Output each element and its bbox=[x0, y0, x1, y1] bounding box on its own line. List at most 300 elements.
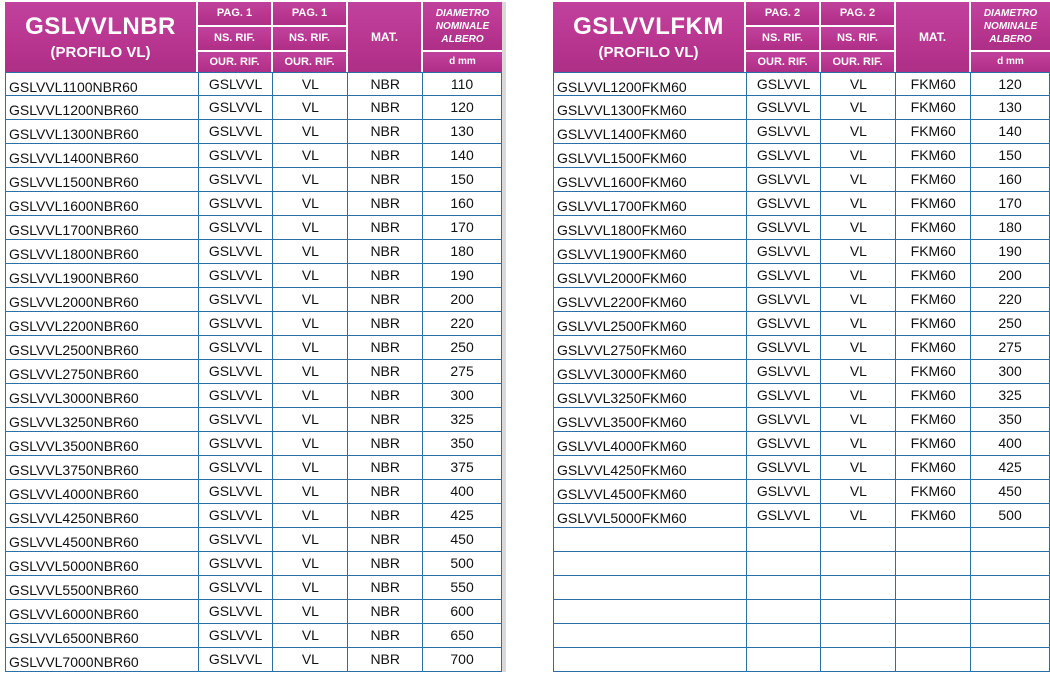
ns-rif-cell: GSLVVL bbox=[199, 624, 274, 647]
material-cell: NBR bbox=[348, 600, 423, 623]
part-code-cell: GSLVVL2500FKM60 bbox=[554, 312, 747, 335]
ns-rif-cell: GSLVVL bbox=[199, 576, 274, 599]
table-row bbox=[554, 648, 1050, 672]
diameter-header bbox=[971, 2, 1050, 50]
fkm-table bbox=[553, 2, 1050, 672]
part-code-cell: GSLVVL2500NBR60 bbox=[6, 336, 199, 359]
ns-rif-cell bbox=[747, 576, 822, 599]
part-code-cell: GSLVVL1400NBR60 bbox=[6, 144, 199, 167]
material-cell: NBR bbox=[348, 216, 423, 239]
our-rif-cell: VL bbox=[273, 552, 348, 575]
our-rif-cell: VL bbox=[821, 384, 896, 407]
our-rif-cell bbox=[821, 624, 896, 647]
diameter-cell: 450 bbox=[423, 528, 502, 551]
diameter-cell: 250 bbox=[423, 336, 502, 359]
our-rif-cell: VL bbox=[273, 240, 348, 263]
our-rif-cell: VL bbox=[821, 144, 896, 167]
material-cell: NBR bbox=[348, 456, 423, 479]
part-code-cell: GSLVVL3500NBR60 bbox=[6, 432, 199, 455]
material-cell: NBR bbox=[348, 576, 423, 599]
material-cell: FKM60 bbox=[896, 144, 971, 167]
ns-rif-cell bbox=[747, 600, 822, 623]
material-cell: FKM60 bbox=[896, 168, 971, 191]
material-cell: FKM60 bbox=[896, 360, 971, 383]
our-rif-cell: VL bbox=[821, 96, 896, 119]
unit-header: d mm bbox=[971, 52, 1050, 72]
diameter-cell: 350 bbox=[423, 432, 502, 455]
table-header bbox=[553, 2, 1050, 72]
table-row bbox=[554, 168, 1050, 192]
diameter-cell: 425 bbox=[971, 456, 1050, 479]
table-row bbox=[6, 216, 502, 240]
our-rif-cell: VL bbox=[821, 264, 896, 287]
ns-rif-cell: GSLVVL bbox=[199, 120, 274, 143]
table-row bbox=[554, 528, 1050, 552]
ns-rif-cell: GSLVVL bbox=[199, 240, 274, 263]
page-ref-header: PAG. 1 bbox=[198, 2, 271, 25]
part-code-cell: GSLVVL4500FKM60 bbox=[554, 480, 747, 503]
unit-header: d mm bbox=[423, 52, 502, 72]
part-code-cell: GSLVVL1500NBR60 bbox=[6, 168, 199, 191]
ns-rif-cell: GSLVVL bbox=[747, 360, 822, 383]
page-ref-header: PAG. 2 bbox=[746, 2, 819, 25]
material-cell: NBR bbox=[348, 384, 423, 407]
part-code-cell: GSLVVL4500NBR60 bbox=[6, 528, 199, 551]
part-code-cell: GSLVVL3250FKM60 bbox=[554, 384, 747, 407]
diameter-cell: 550 bbox=[423, 576, 502, 599]
our-rif-cell: VL bbox=[821, 168, 896, 191]
table-row bbox=[554, 456, 1050, 480]
part-code-cell: GSLVVL1700NBR60 bbox=[6, 216, 199, 239]
table-row bbox=[6, 144, 502, 168]
material-cell: NBR bbox=[348, 240, 423, 263]
table-row bbox=[6, 648, 502, 672]
ns-rif-header: NS. RIF. bbox=[746, 27, 819, 50]
material-header: MAT. bbox=[348, 2, 421, 72]
page-ref-header: PAG. 2 bbox=[821, 2, 894, 25]
diameter-cell: 325 bbox=[423, 408, 502, 431]
ns-rif-cell bbox=[747, 528, 822, 551]
table-row bbox=[554, 264, 1050, 288]
material-cell: NBR bbox=[348, 168, 423, 191]
material-cell: FKM60 bbox=[896, 96, 971, 119]
table-row bbox=[554, 432, 1050, 456]
ns-rif-cell: GSLVVL bbox=[199, 456, 274, 479]
table-title: GSLVVLNBR bbox=[25, 12, 176, 40]
part-code-cell: GSLVVL1200NBR60 bbox=[6, 96, 199, 119]
diameter-cell: 150 bbox=[423, 168, 502, 191]
table-row bbox=[6, 312, 502, 336]
our-rif-header: OUR. RIF. bbox=[821, 52, 894, 72]
part-code-cell: GSLVVL1500FKM60 bbox=[554, 144, 747, 167]
material-cell: FKM60 bbox=[896, 312, 971, 335]
material-cell: NBR bbox=[348, 73, 423, 96]
material-cell: NBR bbox=[348, 312, 423, 335]
material-cell: FKM60 bbox=[896, 384, 971, 407]
our-rif-cell: VL bbox=[273, 624, 348, 647]
diameter-cell: 250 bbox=[971, 312, 1050, 335]
our-rif-cell: VL bbox=[821, 312, 896, 335]
material-cell: NBR bbox=[348, 432, 423, 455]
table-row bbox=[554, 120, 1050, 144]
part-code-cell: GSLVVL4000NBR60 bbox=[6, 480, 199, 503]
table-row bbox=[554, 72, 1050, 96]
material-cell: NBR bbox=[348, 504, 423, 527]
table-header bbox=[5, 2, 502, 72]
part-code-cell: GSLVVL2000FKM60 bbox=[554, 264, 747, 287]
diameter-cell: 130 bbox=[423, 120, 502, 143]
part-code-cell: GSLVVL3000NBR60 bbox=[6, 384, 199, 407]
material-cell: NBR bbox=[348, 360, 423, 383]
our-rif-cell bbox=[821, 576, 896, 599]
material-cell: NBR bbox=[348, 480, 423, 503]
table-title-cell bbox=[553, 2, 744, 72]
diameter-cell: 140 bbox=[971, 120, 1050, 143]
diameter-cell: 120 bbox=[423, 96, 502, 119]
material-cell: NBR bbox=[348, 288, 423, 311]
part-code-cell bbox=[554, 528, 747, 551]
material-cell: FKM60 bbox=[896, 216, 971, 239]
material-cell: FKM60 bbox=[896, 432, 971, 455]
material-cell: FKM60 bbox=[896, 73, 971, 96]
nbr-table bbox=[5, 2, 502, 672]
material-cell bbox=[896, 528, 971, 551]
diameter-cell: 110 bbox=[423, 73, 502, 96]
table-subtitle: (PROFILO VL) bbox=[598, 43, 699, 61]
part-code-cell: GSLVVL3250NBR60 bbox=[6, 408, 199, 431]
our-rif-cell: VL bbox=[273, 528, 348, 551]
part-code-cell: GSLVVL2750FKM60 bbox=[554, 336, 747, 359]
diameter-header-line: ALBERO bbox=[989, 33, 1032, 45]
material-cell: FKM60 bbox=[896, 240, 971, 263]
ns-rif-cell: GSLVVL bbox=[199, 216, 274, 239]
ns-rif-header: NS. RIF. bbox=[273, 27, 346, 50]
our-rif-cell: VL bbox=[273, 73, 348, 96]
table-row bbox=[6, 360, 502, 384]
diameter-cell: 220 bbox=[971, 288, 1050, 311]
table-row bbox=[6, 480, 502, 504]
table-row bbox=[6, 192, 502, 216]
ns-rif-cell: GSLVVL bbox=[199, 528, 274, 551]
material-cell: NBR bbox=[348, 528, 423, 551]
our-rif-cell: VL bbox=[273, 144, 348, 167]
page-ref-header: PAG. 1 bbox=[273, 2, 346, 25]
our-rif-cell: VL bbox=[821, 480, 896, 503]
diameter-cell bbox=[971, 624, 1050, 647]
ns-rif-cell: GSLVVL bbox=[199, 192, 274, 215]
our-rif-header: OUR. RIF. bbox=[746, 52, 819, 72]
our-rif-cell: VL bbox=[273, 432, 348, 455]
table-row bbox=[554, 360, 1050, 384]
ns-rif-cell: GSLVVL bbox=[747, 73, 822, 96]
table-row bbox=[554, 480, 1050, 504]
ns-rif-cell: GSLVVL bbox=[199, 360, 274, 383]
part-code-cell: GSLVVL3750NBR60 bbox=[6, 456, 199, 479]
diameter-cell: 130 bbox=[971, 96, 1050, 119]
diameter-cell: 170 bbox=[971, 192, 1050, 215]
part-code-cell: GSLVVL3500FKM60 bbox=[554, 408, 747, 431]
diameter-cell: 160 bbox=[971, 168, 1050, 191]
ns-rif-cell: GSLVVL bbox=[747, 288, 822, 311]
our-rif-cell bbox=[821, 648, 896, 671]
diameter-cell bbox=[971, 600, 1050, 623]
table-row bbox=[6, 456, 502, 480]
diameter-cell: 160 bbox=[423, 192, 502, 215]
part-code-cell: GSLVVL2200FKM60 bbox=[554, 288, 747, 311]
diameter-cell: 275 bbox=[423, 360, 502, 383]
ns-rif-header: NS. RIF. bbox=[198, 27, 271, 50]
our-rif-cell: VL bbox=[821, 288, 896, 311]
ns-rif-cell bbox=[747, 552, 822, 575]
table-row bbox=[6, 336, 502, 360]
table-body bbox=[553, 72, 1050, 672]
ns-rif-cell: GSLVVL bbox=[747, 144, 822, 167]
material-cell: FKM60 bbox=[896, 336, 971, 359]
our-rif-cell: VL bbox=[273, 480, 348, 503]
table-row bbox=[6, 72, 502, 96]
our-rif-cell: VL bbox=[273, 192, 348, 215]
material-cell: NBR bbox=[348, 192, 423, 215]
diameter-header bbox=[423, 2, 502, 50]
our-rif-cell: VL bbox=[273, 120, 348, 143]
ns-rif-cell: GSLVVL bbox=[747, 408, 822, 431]
diameter-cell: 500 bbox=[423, 552, 502, 575]
material-cell bbox=[896, 576, 971, 599]
part-code-cell: GSLVVL4250NBR60 bbox=[6, 504, 199, 527]
our-rif-cell bbox=[821, 600, 896, 623]
ns-rif-cell: GSLVVL bbox=[199, 168, 274, 191]
diameter-header-line: DIAMETRO bbox=[983, 7, 1038, 19]
part-code-cell: GSLVVL1900NBR60 bbox=[6, 264, 199, 287]
part-code-cell: GSLVVL5000FKM60 bbox=[554, 504, 747, 527]
material-cell bbox=[896, 648, 971, 671]
ns-rif-cell bbox=[747, 648, 822, 671]
diameter-cell: 400 bbox=[423, 480, 502, 503]
our-rif-cell: VL bbox=[821, 120, 896, 143]
diameter-header-line: NOMINALE bbox=[983, 20, 1038, 32]
material-cell: FKM60 bbox=[896, 120, 971, 143]
table-title: GSLVVLFKM bbox=[573, 12, 724, 40]
table-row bbox=[6, 600, 502, 624]
ns-rif-cell: GSLVVL bbox=[747, 336, 822, 359]
ns-rif-cell: GSLVVL bbox=[747, 456, 822, 479]
table-row bbox=[6, 408, 502, 432]
table-row bbox=[6, 528, 502, 552]
diameter-cell: 180 bbox=[423, 240, 502, 263]
part-code-cell: GSLVVL3000FKM60 bbox=[554, 360, 747, 383]
our-rif-cell: VL bbox=[821, 336, 896, 359]
diameter-cell: 350 bbox=[971, 408, 1050, 431]
diameter-cell: 425 bbox=[423, 504, 502, 527]
our-rif-cell: VL bbox=[821, 432, 896, 455]
table-title-cell bbox=[5, 2, 196, 72]
ns-rif-cell: GSLVVL bbox=[199, 432, 274, 455]
material-cell: NBR bbox=[348, 120, 423, 143]
ns-rif-cell: GSLVVL bbox=[199, 73, 274, 96]
ns-rif-cell: GSLVVL bbox=[199, 96, 274, 119]
ns-rif-cell: GSLVVL bbox=[747, 96, 822, 119]
part-code-cell bbox=[554, 600, 747, 623]
ns-rif-cell: GSLVVL bbox=[747, 384, 822, 407]
part-code-cell: GSLVVL1800NBR60 bbox=[6, 240, 199, 263]
our-rif-cell: VL bbox=[821, 216, 896, 239]
material-header: MAT. bbox=[896, 2, 969, 72]
ns-rif-header: NS. RIF. bbox=[821, 27, 894, 50]
part-code-cell bbox=[554, 576, 747, 599]
material-cell: NBR bbox=[348, 648, 423, 671]
our-rif-cell: VL bbox=[821, 456, 896, 479]
diameter-cell: 190 bbox=[423, 264, 502, 287]
diameter-cell: 200 bbox=[423, 288, 502, 311]
table-row bbox=[554, 552, 1050, 576]
part-code-cell: GSLVVL2000NBR60 bbox=[6, 288, 199, 311]
table-row bbox=[6, 384, 502, 408]
table-row bbox=[554, 624, 1050, 648]
diameter-cell: 200 bbox=[971, 264, 1050, 287]
part-code-cell: GSLVVL7000NBR60 bbox=[6, 648, 199, 671]
diameter-cell: 400 bbox=[971, 432, 1050, 455]
diameter-cell: 170 bbox=[423, 216, 502, 239]
material-cell: FKM60 bbox=[896, 504, 971, 527]
diameter-cell: 190 bbox=[971, 240, 1050, 263]
diameter-cell bbox=[971, 552, 1050, 575]
ns-rif-cell: GSLVVL bbox=[747, 312, 822, 335]
table-row bbox=[554, 144, 1050, 168]
diameter-cell bbox=[971, 576, 1050, 599]
diameter-cell: 700 bbox=[423, 648, 502, 671]
diameter-cell: 500 bbox=[971, 504, 1050, 527]
ns-rif-cell: GSLVVL bbox=[199, 552, 274, 575]
ns-rif-cell: GSLVVL bbox=[199, 504, 274, 527]
table-row bbox=[554, 408, 1050, 432]
part-code-cell: GSLVVL2750NBR60 bbox=[6, 360, 199, 383]
our-rif-cell: VL bbox=[273, 384, 348, 407]
ns-rif-cell: GSLVVL bbox=[199, 264, 274, 287]
table-subtitle: (PROFILO VL) bbox=[50, 43, 151, 61]
part-code-cell: GSLVVL1200FKM60 bbox=[554, 73, 747, 96]
diameter-header-line: ALBERO bbox=[441, 33, 484, 45]
material-cell: FKM60 bbox=[896, 288, 971, 311]
table-row bbox=[554, 216, 1050, 240]
diameter-cell: 140 bbox=[423, 144, 502, 167]
our-rif-cell: VL bbox=[821, 73, 896, 96]
our-rif-header: OUR. RIF. bbox=[273, 52, 346, 72]
ns-rif-cell: GSLVVL bbox=[747, 504, 822, 527]
table-row bbox=[6, 552, 502, 576]
part-code-cell: GSLVVL1800FKM60 bbox=[554, 216, 747, 239]
part-code-cell: GSLVVL5500NBR60 bbox=[6, 576, 199, 599]
our-rif-cell: VL bbox=[273, 360, 348, 383]
ns-rif-cell: GSLVVL bbox=[747, 264, 822, 287]
our-rif-cell: VL bbox=[273, 168, 348, 191]
our-rif-cell: VL bbox=[821, 240, 896, 263]
ns-rif-cell: GSLVVL bbox=[199, 384, 274, 407]
diameter-cell bbox=[971, 528, 1050, 551]
table-row bbox=[554, 576, 1050, 600]
diameter-cell: 450 bbox=[971, 480, 1050, 503]
part-code-cell: GSLVVL5000NBR60 bbox=[6, 552, 199, 575]
part-code-cell bbox=[554, 648, 747, 671]
part-code-cell: GSLVVL1700FKM60 bbox=[554, 192, 747, 215]
part-code-cell: GSLVVL1100NBR60 bbox=[6, 73, 199, 96]
ns-rif-cell: GSLVVL bbox=[199, 336, 274, 359]
ns-rif-cell bbox=[747, 624, 822, 647]
diameter-cell bbox=[971, 648, 1050, 671]
our-rif-cell: VL bbox=[821, 408, 896, 431]
our-rif-cell: VL bbox=[273, 216, 348, 239]
table-body bbox=[5, 72, 502, 672]
part-code-cell: GSLVVL2200NBR60 bbox=[6, 312, 199, 335]
diameter-cell: 180 bbox=[971, 216, 1050, 239]
material-cell: FKM60 bbox=[896, 456, 971, 479]
material-cell: FKM60 bbox=[896, 480, 971, 503]
table-row bbox=[6, 168, 502, 192]
ns-rif-cell: GSLVVL bbox=[199, 648, 274, 671]
diameter-cell: 220 bbox=[423, 312, 502, 335]
table-row bbox=[554, 288, 1050, 312]
diameter-cell: 150 bbox=[971, 144, 1050, 167]
our-rif-cell: VL bbox=[273, 96, 348, 119]
our-rif-cell: VL bbox=[821, 504, 896, 527]
table-row bbox=[6, 96, 502, 120]
our-rif-header: OUR. RIF. bbox=[198, 52, 271, 72]
part-code-cell: GSLVVL1300NBR60 bbox=[6, 120, 199, 143]
ns-rif-cell: GSLVVL bbox=[199, 144, 274, 167]
table-row bbox=[554, 336, 1050, 360]
our-rif-cell: VL bbox=[273, 648, 348, 671]
diameter-cell: 120 bbox=[971, 73, 1050, 96]
ns-rif-cell: GSLVVL bbox=[199, 480, 274, 503]
material-cell: FKM60 bbox=[896, 264, 971, 287]
part-code-cell bbox=[554, 624, 747, 647]
our-rif-cell: VL bbox=[821, 192, 896, 215]
diameter-cell: 300 bbox=[423, 384, 502, 407]
part-code-cell: GSLVVL1900FKM60 bbox=[554, 240, 747, 263]
diameter-cell: 300 bbox=[971, 360, 1050, 383]
ns-rif-cell: GSLVVL bbox=[747, 120, 822, 143]
diameter-cell: 375 bbox=[423, 456, 502, 479]
part-code-cell: GSLVVL6500NBR60 bbox=[6, 624, 199, 647]
diameter-cell: 275 bbox=[971, 336, 1050, 359]
part-code-cell: GSLVVL1600NBR60 bbox=[6, 192, 199, 215]
our-rif-cell: VL bbox=[273, 600, 348, 623]
material-cell: NBR bbox=[348, 264, 423, 287]
table-row bbox=[554, 96, 1050, 120]
our-rif-cell: VL bbox=[273, 288, 348, 311]
part-code-cell: GSLVVL4000FKM60 bbox=[554, 432, 747, 455]
our-rif-cell: VL bbox=[273, 408, 348, 431]
part-code-cell: GSLVVL1400FKM60 bbox=[554, 120, 747, 143]
ns-rif-cell: GSLVVL bbox=[747, 216, 822, 239]
our-rif-cell: VL bbox=[273, 504, 348, 527]
material-cell: NBR bbox=[348, 624, 423, 647]
table-row bbox=[6, 624, 502, 648]
diameter-cell: 650 bbox=[423, 624, 502, 647]
part-code-cell bbox=[554, 552, 747, 575]
material-cell: NBR bbox=[348, 96, 423, 119]
table-row bbox=[554, 192, 1050, 216]
table-row bbox=[554, 384, 1050, 408]
material-cell: FKM60 bbox=[896, 408, 971, 431]
table-row bbox=[6, 264, 502, 288]
table-row bbox=[6, 288, 502, 312]
ns-rif-cell: GSLVVL bbox=[747, 192, 822, 215]
ns-rif-cell: GSLVVL bbox=[747, 432, 822, 455]
part-code-cell: GSLVVL1300FKM60 bbox=[554, 96, 747, 119]
part-code-cell: GSLVVL4250FKM60 bbox=[554, 456, 747, 479]
material-cell bbox=[896, 552, 971, 575]
ns-rif-cell: GSLVVL bbox=[199, 288, 274, 311]
